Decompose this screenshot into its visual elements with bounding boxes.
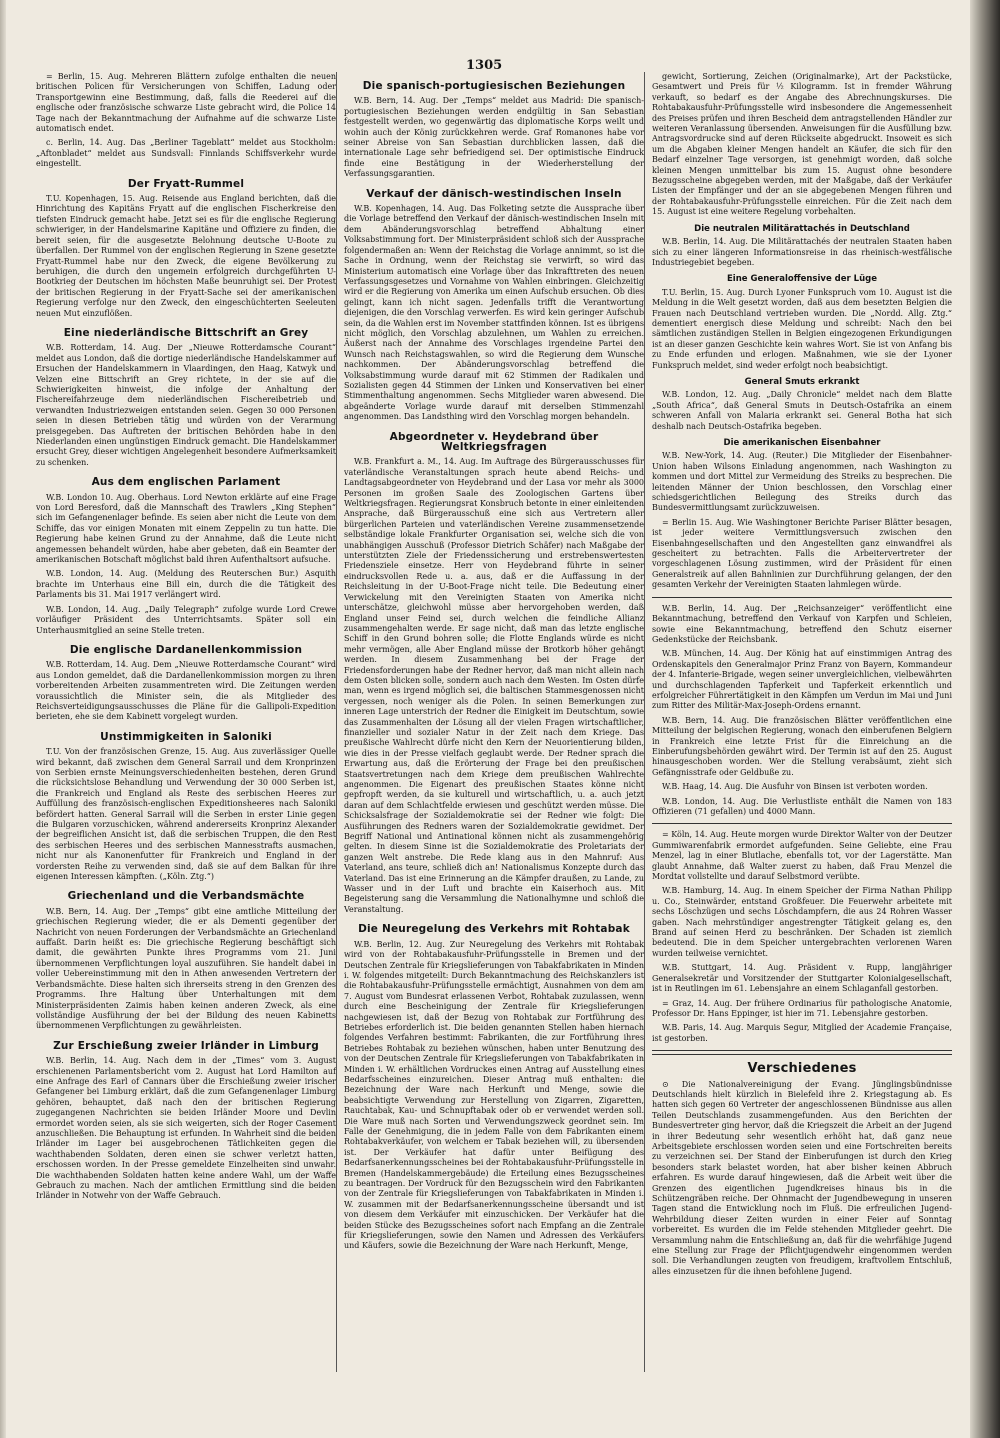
article-headline: Verkauf der dänisch-westindischen Inseln (366, 187, 622, 200)
article-subheadline: Die neutralen Militärattachés in Deutschland (694, 223, 910, 234)
article-paragraph: W.B. Bern, 14. Aug. Die französischen Blätter veröffentlichen eine Mitteilung der belgischen Regierung, wonach den einberufenen Belgiern in Frankreich eine letzte Frist für die Einreichung an die Einberufungsbehörden gewährt wird. Der Termin ist auf den 25. August hinausgeschoben worden. Wer die Stellung verabsäumt, zieht sich Gefängnisstrafe oder Geldbuße zu. (652, 715, 952, 777)
binding-shadow (970, 0, 1000, 1438)
column-3 (652, 72, 952, 1372)
newspaper-page (6, 0, 970, 1438)
section-divider (652, 823, 952, 824)
article-subheadline: Eine Generaloffensive der Lüge (727, 274, 877, 285)
article-paragraph: W.B. Haag, 14. Aug. Die Ausfuhr von Binsen ist verboten worden. (662, 782, 928, 792)
article-paragraph: W.B. Rotterdam, 14. Aug. Der „Nieuwe Rotterdamsche Courant“ meldet aus London, daß die dortige niederländische Handelskammer auf Ersuchen der Handelskammern in Vlaardingen, den Haag, Katwyk und Velzen eine Bittschrift an Grey richtete, in der sie auf die Schwierigkeiten hinweist, die infolge der Anhaltung der Fischereifahrzeuge dem niederländischen Fischereibetrieb und verwandten Industriezweigen entstanden seien. Gegen 30 000 Personen seien in diesen Betrieben tätig und würden von der Verarmung preisgegeben. Das Auftreten der britischen Behörden habe in den Niederlanden einen ungünstigen Eindruck gemacht. Die Handelskammer ersucht Grey, dieser wichtigen Angelegenheit besondere Aufmerksamkeit zu schenken. (36, 343, 336, 467)
article-headline: Zur Erschießung zweier Irländer in Limburg (53, 1039, 319, 1052)
article-paragraph: W.B. Bern, 14. Aug. Der „Temps“ gibt eine amtliche Mitteilung der griechischen Regierung wieder, die er als Dementi gegenüber der Nachricht von neuen Forderungen der Verbandsmächte an Griechenland auffaßt. Darin heißt es: Die griechische Regierung beschäftigt sich damit, die gewährten Punkte ihres Programms vom 21. Juni übernommenen Verpflichtungen loyal auszuführen. Sie handelt dabei in voller Uebereinstimmung mit den in Athen anwesenden Vertretern der Verbandsmächte. Diese halten sich ihrerseits streng in den Grenzen des Programms. Ihre Haltung über Unterhaltungen mit dem Ministerpräsidenten Zaimis haben keinen anderen Zweck, als eine vollständige Ausführung der bei der Bildung des neuen Kabinetts übernommenen Verpflichtungen zu gewährleisten. (36, 906, 336, 1031)
article-paragraph: W.B. Kopenhagen, 14. Aug. Das Folketing setzte die Aussprache über die Vorlage betreffend den Verkauf der dänisch-westindischen Inseln mit dem Abänderungsvorschlag betreffend Abhaltung einer Volksabstimmung fort. Der Ministerpräsident schloß sich der Aussprache folgendermaßen an: Wenn der Reichstag die Vorlage annimmt, so ist die Sache in Ordnung, wenn der Reichstag sie verwirft, so wird das Ministerium automatisch eine Vorlage über das Inkrafttreten des neuen Verfassungsgesetzes und Vornahme von Wahlen einbringen. Gleichzeitig wird er die Regierung von Amerika um einen Aufschub ersuchen. Ob dies gelingt, kann ich nicht sagen. Jedenfalls trifft die Verantwortung diejenigen, die den Vorschlag verwerfen. Es wird kein geringer Aufschub sein, da die Wahlen erst im November stattfinden können. Ist es übrigens nicht möglich, den Vorschlag abzulehnen, um Wahlen zu erreichen. Äußerst nach der Annahme des Vorschlages irgendeine Partei den Wunsch nach Reichstagswahlen, so wird die Regierung dem Wunsche nachkommen. Der Abänderungsvorschlag betreffend die Volksabstimmung wurde darauf mit 62 Stimmen der Radikalen und Sozialisten gegen 44 Stimmen der Linken und Konservativen bei einer Stimmenthaltung angenommen. Sechs Mitglieder waren abwesend. Die abgeänderte Vorlage wurde darauf mit derselben Stimmenzahl angenommen. Das Landsthing wird den Vorschlag morgen behandeln. (344, 204, 644, 422)
article-paragraph: W.B. Berlin, 14. Aug. Der „Reichsanzeiger“ veröffentlicht eine Bekanntmachung, betreffend den Verkauf von Karpfen und Schleien, sowie eine Bekanntmachung, betreffend den Schutz eiserner Gedenkstücke der Reichsbank. (652, 603, 952, 644)
column-1 (36, 72, 336, 1372)
article-headline: Die Neuregelung des Verkehrs mit Rohtabak (358, 923, 630, 936)
article-paragraph: W.B. Frankfurt a. M., 14. Aug. Im Auftrage des Bürgerausschusses für vaterländische Veranstaltungen sprach heute abend Reichs- und Landtagsabgeordneter von Heydebrand und der Lasa vor mehr als 3000 Personen im großen Saale des Zoologischen Gartens über Weltkriegsfragen. Regierungsrat Konsbruch betonte in einer einleitenden Ansprache, daß Bürgerausschuß eine sich aus Vertretern aller bürgerlichen Parteien und vaterländischen Vereine zusammensetzende selbständige lokale Frankfurter Organisation sei, welche sich die von unabhängigen Ausschuß (Professor Dietrich Schäfer) nach Maßgabe der unterstützten Ziele der Friedenssicherung und erstrebenswertesten Friedensziele einsetze. Herr von Heydebrand führte in seiner eindrucksvollen Rede u. a. aus, daß er die Auffassung in der Reichsleitung in der U-Boot-Frage nicht teile. Die Bedeutung einer Verwickelung mit den Vereinigten Staaten von Amerika nicht unterschätze, gleichwohl müsse aber hervorgehoben werden, daß England unser Feind sei, durch welchen die feindliche Allianz zusammengehalten werde. Er sage nicht, daß man das letzte englische Schiff in den Grund bohren solle; die Flotte Englands würde es nicht mehr vermögen, alle Aber England müsse der Brotkorb höher gehängt werden. In diesem Zusammenhang bei der Frage der Friedensforderungen habe der Redner hervor, daß man nicht allein nach dem Osten blicken solle, sondern auch nach dem Westen. Im Osten dürfe man, wenn es irgend möglich sei, die baltischen Stammesgenossen nicht vergessen, noch weniger als die Polen. In seinen Bemerkungen zur inneren Lage unterstrich der Redner die Einigkeit im Deutschtum, sowie das Zusammenhalten der Lösung all der vielen Fragen wirtschaftlicher, finanzieller und sozialer Natur in der Zeit nach dem Kriege. Das preußische Wahlrecht dürfe nicht den Kern der Neuorientierung bilden, wie dies in der Presse vielfach geglaubt werde. Der Redner sprach die Erwartung aus, daß die Erörterung der Frage bei den preußischen Staatsvertretungen nach dem Kriege dem preußischen Wahlrechte angenommen. Die Eigenart des preußischen Staates könne nicht gepfropft werden, da sie kulturell und wirtschaftlich, u. a. auch jetzt daran auf dem Schlachtfelde erwiesen und geschützt werden müsse. Die Schicksalsfrage der Sozialdemokratie sei der Redner wie folgt: Die Ausführungen des Redners waren der Sozialdemokratie gewidmet. Der Begriff National und Antinational können nicht als zusammengehörig gelten. In diesem Sinne ist die Sozialdemokratie des Proletariats der ganzen Welt anstrebe. Die Rede klang aus in den Mahnruf: Aus Vaterland, ans teure, schließ dich an! Nationalismus Konzepte durch das Vaterland. Das ist eine Erinnerung an die Kämpfer draußen, zu Lande, zu Wasser und in der Luft und brachte ein Kaiserhoch aus. Mit Begeisterung sang die Versammlung die Nationalhymne und schloß die Veranstaltung. (344, 457, 644, 914)
article-subheadline: Die amerikanischen Eisenbahner (723, 438, 881, 448)
article-headline: Die spanisch-portugiesischen Beziehungen (362, 80, 626, 92)
article-paragraph: T.U. Von der französischen Grenze, 15. Aug. Aus zuverlässiger Quelle wird bekannt, daß zwischen dem General Sarrail und dem Kronprinzen von Serbien ernste Meinungsverschiedenheiten bestehen, deren Grund die rücksichtslose Behandlung und Verwendung der 30 000 Serben ist, die Frankreich und England als Reste des serbischen Heeres zur Auffüllung des französisch-englischen Expeditionsheeres nach Saloniki befördert hatten. General Sarrail will die Serben in erster Linie gegen die Bulgaren vorzuschicken, während andererseits Kronprinz Alexander der begreiflichen Ansicht ist, daß die serbischen Truppen, die den Rest des serbischen Heeres und des serbischen Mannesstrafts ausmachen, nicht nur als Kanonenfutter für Frankreich und England in der vordersten Reihe zu verwenden sind, daß sie auf dem Balkan für ihre eigenen Interessen kämpften. („Köln. Ztg.“) (36, 747, 336, 882)
article-paragraph: W.B. Hamburg, 14. Aug. In einem Speicher der Firma Nathan Philipp u. Co., Steinwärder, entstand Großfeuer. Die Feuerwehr arbeitete mit sechs Löschzügen und sechs Löschdampfern, die aus 24 Rohren Wasser gaben. Nach mehrstündiger angestrengter Tätigkeit gelang es, den Brand auf seinen Herd zu beschränken. Der Schaden ist ziemlich bedeutend. Die in dem Speicher untergebrachten verlorenen Waren wurden teilweise vernichtet. (652, 886, 952, 958)
article-paragraph: T.U. Berlin, 15. Aug. Durch Lyoner Funkspruch vom 10. August ist die Meldung in die Welt gesetzt worden, daß aus dem besetzten Belgien die Frauen nach Deutschland vertrieben wurden. Die „Nordd. Allg. Ztg.“ dementiert energisch diese Meldung und schreibt: Nach den bei sämtlichen zuständigen Stellen in Belgien eingezogenen Erkundigungen ist an dieser ganzen Geschichte kein wahres Wort. Sie ist von Anfang bis zu Ende erfunden und erlogen. Maßnahmen, wie sie der Lyoner Funkspruch meldet, sind weder erfolgt noch beabsichtigt. (652, 287, 952, 370)
article-headline: Aus dem englischen Parlament (91, 476, 281, 489)
article-paragraph: gewicht, Sortierung, Zeichen (Originalmarke), Art der Packstücke, Gesamtwert und Preis für ½ Kilogramm. Ist in fremder Währung verkauft, so bedarf es der Angabe des Abrechnungskurses. Die Rohtabakausfuhr-Prüfungsstelle wird insbesondere die Angemessenheit des Preises prüfen und ihren Bescheid dem antragstellenden Händler zur weiteren Veranlassung übersenden. Anweisungen für die Ausfüllung bzw. Antragsvordrucke sind auf deren Rückseite abgedruckt. Insoweit es sich um die Abgaben kleiner Mengen handelt an Käufer, die sich für den Bedarf einzelner Tage versorgen, ist genehmigt worden, daß solche kleinen Mengen unmittelbar bis zum 15. August ohne besondere Bezugsscheine abgegeben werden, mit der Maßgabe, daß der Verkäufer Listen der Empfänger und der an sie abgegebenen Mengen führen und der Rohtabakausfuhr-Prüfungsstelle einreichen. Für die Zeit nach dem 15. August ist eine weitere Regelung vorbehalten. (652, 72, 952, 217)
column-rule-1 (336, 72, 337, 1372)
article-paragraph: W.B. Berlin, 12. Aug. Zur Neuregelung des Verkehrs mit Rohtabak wird von der Rohtabakausfuhr-Prüfungsstelle in Bremen und der Deutschen Zentrale für Kriegslieferungen von Tabakfabrikaten in Minden i. W. folgendes mitgeteilt: Durch Bekanntmachung des Reichskanzlers ist die Rohtabakausfuhr-Prüfungsstelle ermächtigt, Ausnahmen von dem am 7. August vom Bundesrat erlassenen Verbot, Rohtabak zuzulassen, wenn durch eine Bescheinigung der Zentrale für Kriegslieferungen nachgewiesen ist, daß der Bezug von Rohtabak zur Fortführung des Betriebes erforderlich ist. Die beiden genannten Stellen haben hiernach folgendes Verfahren bestimmt: Fabrikanten, die zur Fortführung ihres Betriebes Rohtabak zu beziehen wünschen, haben unter Benutzung des von der Deutschen Zentrale für Kriegslieferungen von Tabakfabrikaten in Minden i. W. erhältlichen Vordruckes einen Antrag auf Ausstellung eines Bedarfsscheines einzureichen. Dieser Antrag muß enthalten: die Bezeichnung der Ware nach Herkunft und Menge, sowie die beabsichtigte Verwendung zur Herstellung von Zigarren, Zigaretten, Rauchtabak, Kau- und Schnupftabak oder ob er verwendet werden soll. Die Ware muß nach Sorten und Verwendungszweck geordnet sein. Im Falle der Genehmigung, die in jedem Falle von dem Fabrikanten einem Rohtabakverkäufer, von welchem er Tabak beziehen will, zu übersenden ist. Der Verkäufer hat dafür unter Beifügung des Bedarfsanerkennungsscheines bei der Rohtabakausfuhr-Prüfungsstelle in Bremen (Handelskammergebäude) die Erteilung eines Bezugsscheines zu beantragen. Der Vordruck für den Bezugsschein wird den Fabrikanten von der Zentrale für Kriegslieferungen von Tabakfabrikaten in Minden i. W. zusammen mit der Bedarfsanerkennungsscheine übersandt und ist von diesem dem Verkäufer mit einzuschicken. Der Verkäufer hat die beiden Stücke des Bezugsscheines sofort nach Empfang an die Zentrale für Kriegslieferungen, sowie den Namen und Adressen des Verkäufers und Käufers, sowie die Bezeichnung der Ware nach Herkunft, Menge, (344, 939, 644, 1251)
page-number: 1305 (466, 58, 503, 73)
article-headline: Die englische Dardanellenkommission (69, 643, 303, 656)
article-paragraph: W.B. Bern, 14. Aug. Der „Temps“ meldet aus Madrid: Die spanisch-portugiesischen Beziehungen werden endgültig in San Sebastian festgestellt werden, wo gegenwärtig das diplomatische Korps weilt und wohin auch der König zurückkehren werde. Graf Romanones habe vor seiner Abreise von San Sebastian durchblicken lassen, daß die internationale Lage sehr befriedigend sei. Der optimistische Eindruck finde eine Bestätigung in der Wiederherstellung der Verfassungsgarantien. (344, 96, 644, 179)
article-paragraph: c. Berlin, 14. Aug. Das „Berliner Tageblatt“ meldet aus Stockholm: „Aftonbladet“ meldet aus Sundsvall: Finnlands Schiffsverkehr wurde eingestellt. (36, 138, 336, 169)
article-paragraph: = Köln, 14. Aug. Heute morgen wurde Direktor Walter von der Deutzer Gummiwarenfabrik ermordet aufgefunden. Seine Geliebte, eine Frau Menzel, lag in einer Blutlache, ebenfalls tot, vor der Lagerstätte. Man glaubt Annahme, daß Walter zuerst zu haben, daß Frau Menzel die Mordtat vollstellte und darauf Selbstmord verübte. (652, 830, 952, 882)
article-headline: Abgeordneter v. Heydebrand über Weltkriegsfragen (389, 430, 599, 453)
column-2 (344, 72, 644, 1372)
article-paragraph: W.B. London, 14. Aug. Die Verlustliste enthält die Namen von 183 Offizieren (71 gefallen) und 4000 Mann. (652, 796, 952, 816)
article-paragraph: = Graz, 14. Aug. Der frühere Ordinarius für pathologische Anatomie, Professor Dr. Hans Eppinger, ist hier im 71. Lebensjahre gestorben. (652, 998, 952, 1018)
article-headline: Unstimmigkeiten in Saloniki (100, 730, 272, 743)
article-paragraph: ⊙ Die Nationalvereinigung der Evang. Jünglingsbündnisse Deutschlands hielt kürzlich in Bielefeld ihre 2. Kriegstagung ab. Es hatten sich gegen 60 Vertreter der angeschlossenen Bündnisse aus allen Teilen Deutschlands zusammengefunden. Aus den Berichten der Bundesvertreter ging hervor, daß die Kriegszeit die Arbeit an der Jugend in ihrer Bedeutung sehr wesentlich erhöht hat, daß ganz neue Arbeitsgebiete erschlossen worden seien und eine Fortschreiten bereits zu verzeichnen sei. Der Stand der Einberufungen ist durch den Krieg besonders stark belastet worden, hat aber bisher keinen Abbruch erfahren. Es wurde darauf hingewiesen, daß die Arbeit weit über die Grenzen des eigentlichen Jugendkreises hinaus bis in die Schützengräben reiche. Der Ohnmacht der Jugendbewegung in unseren Tagen stand die Entwicklung noch im Fluß. Die erfreulichen Jugend-Wehrbildung dieser Zeiten wurden in einer Feier auf Sonntag vorbereitet. Es wurden die im Felde stehenden Mitglieder geehrt. Die Versammlung nahm die Entschließung an, daß für die wehrfähige Jugend eine Stellung zur Frage der Pflichtjugendwehr eingenommen werden soll. Die Verhandlungen zeugten von freudigem, kraftvollem Entschluß, alles einzusetzen für die ihnen befohlene Jugend. (652, 1079, 952, 1276)
article-paragraph: W.B. London, 14. Aug. „Daily Telegraph“ zufolge wurde Lord Crewe vorläufiger Präsident des Unterrichtsamts. Später soll ein Unterhausmitglied an seine Stelle treten. (36, 604, 336, 635)
article-paragraph: W.B. Berlin, 14. Aug. Die Militärattachés der neutralen Staaten haben sich zu einer längeren Informationsreise in das rheinisch-westfälische Industriegebiet begeben. (652, 237, 952, 267)
article-paragraph: W.B. London 10. Aug. Oberhaus. Lord Newton erklärte auf eine Frage von Lord Beresford, daß die Mannschaft des Trawlers „King Stephen“ sich im Gefangenenlager befinde. Es seien aber nicht die Leute von dem Schiffe, das vor einigen Monaten mit einem Zeppelin zu tun hatte. Die Regierung habe keinen Grund zu der Annahme, daß die Leute nicht angemessen behandelt würden, habe aber gebeten, daß ein Beamter der amerikanischen Botschaft möglichst bald ihren Aufenthaltsort aufsuche. (36, 492, 336, 565)
article-headline: Der Fryatt-Rummel (127, 177, 245, 190)
article-paragraph: W.B. Paris, 14. Aug. Marquis Segur, Mitglied der Academie Française, ist gestorben. (652, 1023, 952, 1043)
column-rule-2 (644, 72, 645, 1372)
article-paragraph: T.U. Kopenhagen, 15. Aug. Reisende aus England berichten, daß die Hinrichtung des Kapitäns Fryatt auf die englischen Fischerkreise den tiefsten Eindruck gemacht habe. Jetzt sei es für die englische Regierung schwieriger, in der Handelsmarine Kapitäne und Offiziere zu finden, die bereit seien, für die ausgesetzte Belohnung deutsche U-Boote zu überfallen. Der Rummel von der englischen Regierung in Szene gesetzte Fryatt-Rummel habe nur den Zweck, die eigene Bevölkerung zu beruhigen, die durch den ungemein erfolgreich durchgeführten U-Bootkrieg der Deutschen im höchsten Maße beunruhigt sei. Der Protest der britischen Regierung in der Fryatt-Sache sei der amerikanischen Regierung verfolge nur den Zweck, den eingeschüchterten Seeleuten neuen Mut einzuflößen. (36, 194, 336, 318)
article-headline: Verschiedenes (747, 1061, 857, 1077)
article-paragraph: W.B. Rotterdam, 14. Aug. Dem „Nieuwe Rotterdamsche Courant“ wird aus London gemeldet, daß die Dardanellenkommission morgen zu ihren vorbereitenden Arbeiten zusammentreten wird. Die Zeitungen werden voraussichtlich die Minister sein, die als Mitglieder des Reichsverteidigungsausschusses die Pläne für die Gallipoli-Expedition berieten, ehe sie dem Kabinett vorgelegt wurden. (36, 660, 336, 722)
article-paragraph: W.B. München, 14. Aug. Der König hat auf einstimmigen Antrag des Ordenskapitels den Generalmajor Prinz Franz von Bayern, Kommandeur der 4. Infanterie-Brigade, wegen seiner unvergleichlichen, vielbewährten und durchschlagenden Tapferkeit und Tapferkeit erkenntlich und erfolgreicher Führertätigkeit in den Kämpfen um Verdun im Mai und Juni zum Ritter des Militär-Max-Joseph-Ordens ernannt. (652, 649, 952, 711)
article-paragraph: W.B. London, 12. Aug. „Daily Chronicle“ meldet nach dem Blatte „South Africa“, daß General Smuts in Deutsch-Ostafrika an einem schweren Anfall von Malaria erkrankt sei. General Botha hat sich deshalb nach Deutsch-Ostafrika begeben. (652, 390, 952, 431)
article-paragraph: W.B. New-York, 14. Aug. (Reuter.) Die Mitglieder der Eisenbahner-Union haben Wilsons Einladung angenommen, nach Washington zu kommen und dort Mittel zur Vermeidung des Streiks zu besprechen. Die leitenden Männer der Union beschlossen, den Vorschlag einer schiedsgerichtlichen Beilegung des Streiks durch das Bundesvermittlungsamt zurückzuweisen. (652, 451, 952, 513)
article-paragraph: W.B. Stuttgart, 14. Aug. Präsident v. Rupp, langjähriger Generalsekretär und Vorsitzender der Stuttgarter Kolonialgesellschaft, ist in Reutlingen im 61. Lebensjahre an einem Schlaganfall gestorben. (652, 963, 952, 994)
article-paragraph: W.B. London, 14. Aug. (Meldung des Reuterschen Bur.) Asquith brachte im Unterhaus eine Bill ein, durch die die Tätigkeit des Parlaments bis 31. Mai 1917 verlängert wird. (36, 569, 336, 600)
article-subheadline: General Smuts erkrankt (744, 376, 860, 387)
section-divider (652, 1050, 952, 1055)
section-divider (652, 597, 952, 598)
article-headline: Griechenland und die Verbandsmächte (67, 890, 305, 903)
article-paragraph: W.B. Berlin, 14. Aug. Nach dem in der „Times“ vom 3. August erschienenen Parlamentsbericht vom 2. August hat Lord Hamilton auf eine Anfrage des Earl of Cannars über die Erschießung zweier irischer Gefangener bei Limburg erklärt, daß die zum Gefangenenlager Limburg gehören, behauptet, daß nach den der britischen Regierung zugegangenen Nachrichten sie beiden Irländer Moore und Devlin ermordet worden seien, als sie sich weigerten, sich der Roger Casement anzuschließen. Die Behauptung ist erfunden. In Wahrheit sind die beiden Irländer im Lager bei ausgebrochenen Tätlichkeiten gegen die wachthabenden Soldaten, deren einen sie schwer verletzt hatten, erschossen worden. In der Presse gemeldete Einzelheiten sind unwahr. Die wachthabenden Soldaten hatten keine andere Wahl, um der Waffe Gebrauch zu machen. Nach der amtlichen Ermittlung sind die beiden Irländer in Notwehr von der Waffe Gebrauch. (36, 1056, 336, 1201)
article-headline: Eine niederländische Bittschrift an Grey (63, 326, 309, 339)
article-paragraph: = Berlin, 15. Aug. Mehreren Blättern zufolge enthalten die neuen britischen Policen für Versicherungen von Schiffen, Ladung oder Transportgewinn eine Bestimmung, daß, falls die Reederei auf die englische oder französische schwarze Liste gebracht wird, die Police 14 Tage nach der Bekanntmachung der Aufnahme auf die schwarze Liste automatisch endet. (36, 72, 336, 134)
article-paragraph: = Berlin 15. Aug. Wie Washingtoner Berichte Pariser Blätter besagen, ist jeder weitere Vermittlungsversuch zwischen den Eisenbahngesellschaften und den Angestellten ganz einwandfrei als gescheitert zu betrachten. Falls die Arbeitervertreter der vorgeschlagenen Lösung zustimmen, wird der Präsident für einen Generalstreik auf allen Bahnlinien zur Durchführung gelangen, der den gesamten Verkehr der Vereinigten Staaten lahmlegen würde. (652, 517, 952, 590)
